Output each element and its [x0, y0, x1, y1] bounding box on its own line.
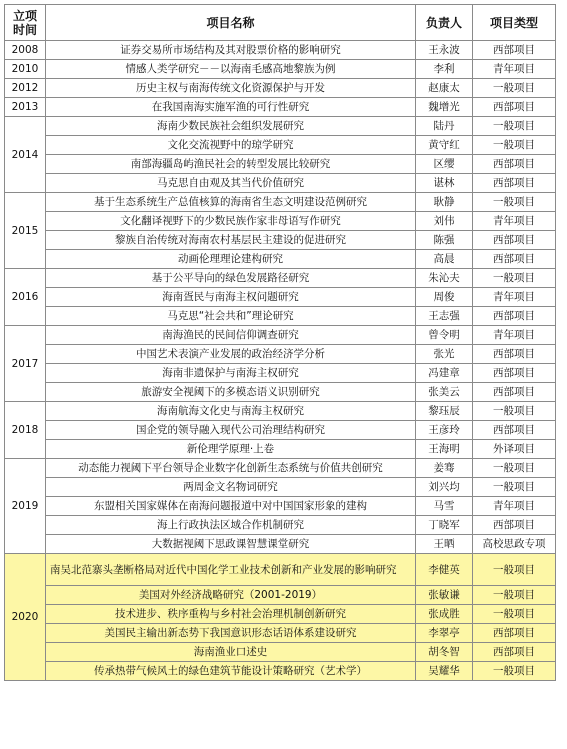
cell-person: 张敏谦	[416, 586, 473, 605]
cell-person: 黎珏辰	[416, 402, 473, 421]
cell-project-name: 新伦理学原理·上卷	[46, 440, 416, 459]
cell-person: 陈强	[416, 231, 473, 250]
cell-person: 马雪	[416, 497, 473, 516]
cell-year: 2010	[5, 60, 46, 79]
header-year: 立项 时间	[5, 5, 46, 41]
cell-project-name: 马克思自由观及其当代价值研究	[46, 174, 416, 193]
table-row	[5, 193, 556, 212]
table-row	[5, 155, 556, 174]
cell-project-name: 马克思“社会共和”理论研究	[46, 307, 416, 326]
cell-project-name: 传承热带气候风土的绿色建筑节能设计策略研究（艺术学）	[46, 662, 416, 681]
cell-project-name: 大数据视阈下思政课智慧课堂研究	[46, 535, 416, 554]
cell-project-name: 历史主权与南海传统文化资源保护与开发	[46, 79, 416, 98]
cell-project-type: 西部项目	[473, 624, 556, 643]
cell-project-type: 一般项目	[473, 662, 556, 681]
cell-project-type: 一般项目	[473, 554, 556, 586]
cell-person: 冯建章	[416, 364, 473, 383]
cell-project-name: 在我国南海实施军渔的可行性研究	[46, 98, 416, 117]
cell-person: 王彦玲	[416, 421, 473, 440]
cell-person: 陆丹	[416, 117, 473, 136]
cell-project-name: 中国艺术表演产业发展的政治经济学分析	[46, 345, 416, 364]
cell-person: 区缨	[416, 155, 473, 174]
cell-project-name: 情感人类学研究－－以海南毛感高地黎族为例	[46, 60, 416, 79]
cell-year: 2016	[5, 269, 46, 326]
cell-person: 曾令明	[416, 326, 473, 345]
cell-project-name: 东盟相关国家媒体在南海问题报道中对中国国家形象的建构	[46, 497, 416, 516]
table-row	[5, 345, 556, 364]
cell-project-name: 基于公平导向的绿色发展路径研究	[46, 269, 416, 288]
table-row	[5, 516, 556, 535]
table-row	[5, 269, 556, 288]
cell-project-type: 西部项目	[473, 231, 556, 250]
table-row	[5, 459, 556, 478]
table-row	[5, 586, 556, 605]
table-row	[5, 212, 556, 231]
table-row	[5, 136, 556, 155]
cell-project-type: 西部项目	[473, 364, 556, 383]
cell-project-name: 海上行政执法区域合作机制研究	[46, 516, 416, 535]
table-row	[5, 60, 556, 79]
cell-project-type: 外译项目	[473, 440, 556, 459]
cell-person: 李健英	[416, 554, 473, 586]
cell-project-type: 一般项目	[473, 478, 556, 497]
cell-person: 胡冬智	[416, 643, 473, 662]
project-table-wrapper	[4, 4, 556, 681]
cell-project-name: 黎族自治传统对海南农村基层民主建设的促进研究	[46, 231, 416, 250]
table-row	[5, 79, 556, 98]
cell-project-name: 海南渔业口述史	[46, 643, 416, 662]
table-row	[5, 643, 556, 662]
cell-project-type: 一般项目	[473, 136, 556, 155]
cell-person: 谌林	[416, 174, 473, 193]
cell-project-type: 青年项目	[473, 60, 556, 79]
table-row	[5, 478, 556, 497]
cell-project-name: 南海渔民的民间信仰调查研究	[46, 326, 416, 345]
project-table	[4, 4, 556, 681]
cell-year: 2015	[5, 193, 46, 269]
table-row	[5, 497, 556, 516]
cell-person: 王永波	[416, 41, 473, 60]
header-person: 负责人	[416, 5, 473, 41]
cell-project-type: 西部项目	[473, 98, 556, 117]
cell-person: 王海明	[416, 440, 473, 459]
cell-project-name: 美国对外经济战略研究（2001-2019）	[46, 586, 416, 605]
cell-project-type: 西部项目	[473, 421, 556, 440]
cell-person: 丁晓军	[416, 516, 473, 535]
cell-project-type: 一般项目	[473, 605, 556, 624]
cell-person: 王志强	[416, 307, 473, 326]
cell-person: 王晒	[416, 535, 473, 554]
cell-project-type: 西部项目	[473, 155, 556, 174]
table-row	[5, 383, 556, 402]
cell-person: 李利	[416, 60, 473, 79]
table-row	[5, 174, 556, 193]
cell-person: 朱沁夫	[416, 269, 473, 288]
cell-project-name: 旅游安全视阈下的多模态语义识别研究	[46, 383, 416, 402]
cell-project-type: 西部项目	[473, 643, 556, 662]
cell-year: 2014	[5, 117, 46, 193]
cell-year: 2019	[5, 459, 46, 554]
cell-year: 2013	[5, 98, 46, 117]
cell-person: 魏增光	[416, 98, 473, 117]
table-row	[5, 624, 556, 643]
cell-project-type: 一般项目	[473, 269, 556, 288]
table-row	[5, 364, 556, 383]
table-row	[5, 307, 556, 326]
cell-project-type: 西部项目	[473, 41, 556, 60]
cell-project-type: 一般项目	[473, 402, 556, 421]
table-row	[5, 98, 556, 117]
cell-person: 赵康太	[416, 79, 473, 98]
cell-year: 2020	[5, 554, 46, 681]
cell-project-name: 国企党的领导融入现代公司治理结构研究	[46, 421, 416, 440]
cell-year: 2008	[5, 41, 46, 60]
table-row	[5, 41, 556, 60]
cell-person: 耿静	[416, 193, 473, 212]
cell-person: 张光	[416, 345, 473, 364]
table-row	[5, 440, 556, 459]
cell-project-name: 两周金文名物词研究	[46, 478, 416, 497]
table-header-row	[5, 5, 556, 41]
table-row	[5, 402, 556, 421]
table-row	[5, 605, 556, 624]
cell-project-type: 西部项目	[473, 307, 556, 326]
cell-person: 姜骞	[416, 459, 473, 478]
table-row	[5, 231, 556, 250]
header-type: 项目类型	[473, 5, 556, 41]
cell-project-type: 一般项目	[473, 586, 556, 605]
table-row	[5, 535, 556, 554]
cell-person: 高晨	[416, 250, 473, 269]
cell-person: 刘伟	[416, 212, 473, 231]
cell-project-type: 青年项目	[473, 288, 556, 307]
cell-project-type: 高校思政专项	[473, 535, 556, 554]
table-row	[5, 117, 556, 136]
cell-project-type: 青年项目	[473, 326, 556, 345]
cell-person: 刘兴均	[416, 478, 473, 497]
cell-project-type: 一般项目	[473, 117, 556, 136]
cell-project-type: 西部项目	[473, 345, 556, 364]
cell-person: 张成胜	[416, 605, 473, 624]
cell-project-name: 美国民主输出新态势下我国意识形态话语体系建设研究	[46, 624, 416, 643]
cell-project-name: 动态能力视阈下平台领导企业数字化创新生态系统与价值共创研究	[46, 459, 416, 478]
cell-project-name: 海南少数民族社会组织发展研究	[46, 117, 416, 136]
cell-project-type: 西部项目	[473, 383, 556, 402]
cell-person: 周俊	[416, 288, 473, 307]
cell-person: 吴耀华	[416, 662, 473, 681]
cell-project-name: 海南非遗保护与南海主权研究	[46, 364, 416, 383]
cell-person: 李翠亭	[416, 624, 473, 643]
cell-project-type: 西部项目	[473, 174, 556, 193]
table-row	[5, 421, 556, 440]
cell-project-type: 青年项目	[473, 497, 556, 516]
cell-person: 张美云	[416, 383, 473, 402]
cell-project-name: 文化翻译视野下的少数民族作家非母语写作研究	[46, 212, 416, 231]
cell-project-name: 海南航海文化史与南海主权研究	[46, 402, 416, 421]
table-row	[5, 662, 556, 681]
header-name: 项目名称	[46, 5, 416, 41]
cell-project-name: 南吴北范寨头垄断格局对近代中国化学工业技术创新和产业发展的影响研究	[46, 554, 416, 586]
cell-person: 黄守红	[416, 136, 473, 155]
cell-project-name: 基于生态系统生产总值核算的海南省生态文明建设范例研究	[46, 193, 416, 212]
cell-year: 2018	[5, 402, 46, 459]
cell-project-type: 一般项目	[473, 79, 556, 98]
cell-year: 2012	[5, 79, 46, 98]
cell-project-type: 青年项目	[473, 212, 556, 231]
cell-project-type: 一般项目	[473, 459, 556, 478]
table-row	[5, 288, 556, 307]
cell-project-name: 南部海疆岛屿渔民社会的转型发展比较研究	[46, 155, 416, 174]
table-body	[5, 41, 556, 681]
cell-project-type: 一般项目	[473, 193, 556, 212]
cell-project-type: 西部项目	[473, 250, 556, 269]
cell-project-name: 动画伦理理论建构研究	[46, 250, 416, 269]
table-row	[5, 250, 556, 269]
cell-year: 2017	[5, 326, 46, 402]
table-row	[5, 554, 556, 586]
cell-project-name: 技术进步、秩序重构与乡村社会治理机制创新研究	[46, 605, 416, 624]
table-row	[5, 326, 556, 345]
cell-project-type: 西部项目	[473, 516, 556, 535]
cell-project-name: 证券交易所市场结构及其对股票价格的影响研究	[46, 41, 416, 60]
cell-project-name: 海南疍民与南海主权问题研究	[46, 288, 416, 307]
cell-project-name: 文化交流视野中的琼学研究	[46, 136, 416, 155]
